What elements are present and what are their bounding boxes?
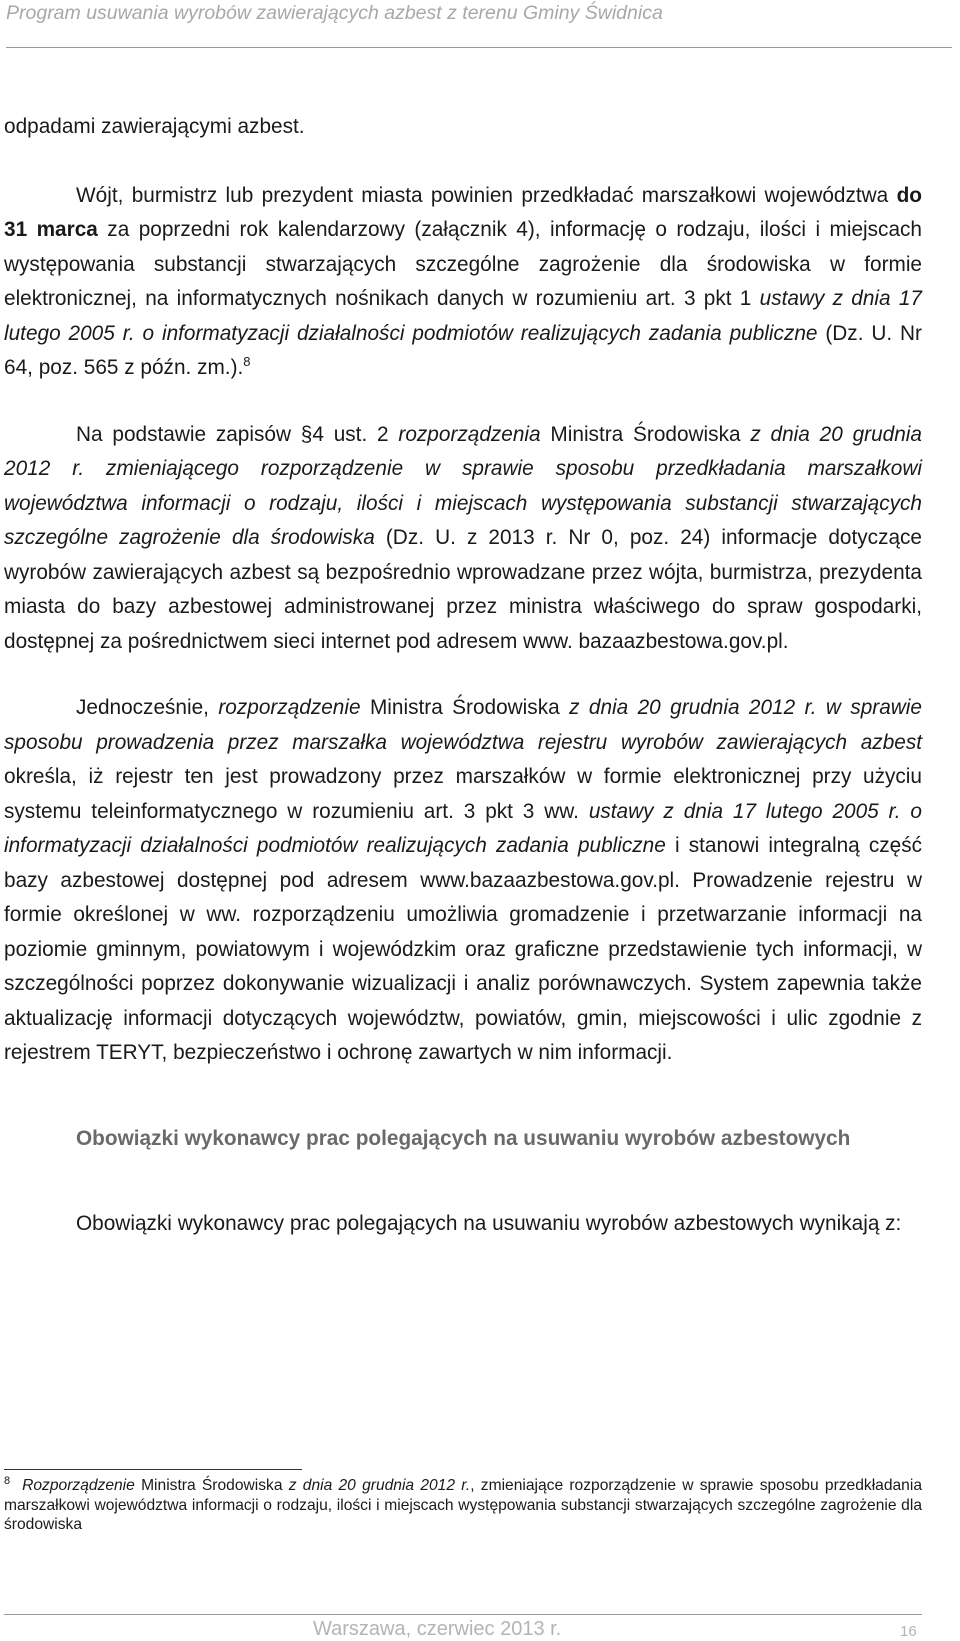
- document-body: [4, 110, 922, 1242]
- footer-place-date: Warszawa, czerwiec 2013 r.: [313, 1618, 562, 1640]
- footnote: $^8$ Rozporządzenie Ministra Środowiska z dnia 20 grudnia 2012 r., zmieniające rozporządzenie w sprawie sposobu przedkładania marszałkowi województwa informacji o rodzaju, ilości i miejscach występowania substancji stwarzających szczególne zagrożenie dla środowiska: [4, 1474, 922, 1533]
- footnote-reference: 8: [243, 354, 251, 370]
- paragraph-continuation: odpadami zawierającymi azbest.: [4, 115, 305, 138]
- footer-divider: [4, 1614, 922, 1615]
- paragraph-regulation-basis: Na podstawie zapisów §4 ust. 2 rozporządzenia Ministra Środowiska z dnia 20 grudnia 2012 r. zmieniającego rozporządzenie w sprawie sposobu przedkładania marszałkowi województwa informacji o rodzaju, ilości i miejscach występowania substancji stwarzających szczególne zagrożenie dla środowiska (Dz. U. z 2013 r. Nr 0, poz. 24) informacje dotyczące wyrobów zawierających azbest są bezpośrednio wprowadzane przez wójta, burmistrza, prezydenta miasta do bazy azbestowej administrowanej przez ministra właściwego do spraw gospodarki, dostępnej za pośrednictwem sieci internet pod adresem www. bazaazbestowa.gov.pl.: [4, 422, 922, 653]
- regulation-title: z dnia 20 grudnia 2012 r. w sprawie sposobu prowadzenia przez marszałka województwa rejestru wyrobów zawierających azbest: [4, 696, 922, 754]
- regulation-title: z dnia 20 grudnia 2012 r. zmieniającego rozporządzenie w sprawie sposobu przedkładania marszałkowi województwa informacji o rodzaju, ilości i miejscach występowania substancji stwarzających szczególne zagrożenie dla środowiska: [4, 422, 922, 549]
- paragraph-contractor-duties: Obowiązki wykonawcy prac polegających na usuwaniu wyrobów azbestowych wynikają z:: [76, 1212, 902, 1235]
- paragraph-reporting-duty: Wójt, burmistrz lub prezydent miasta powinien przedkładać marszałkowi województwa do 31 marca za poprzedni rok kalendarzowy (załącznik 4), informację o rodzaju, ilości i miejscach występowania substancji stwarzających szczególne zagrożenie dla środowiska w formie elektronicznej, na informatycznych nośnikach danych w rozumieniu art. 3 pkt 1 ustawy z dnia 17 lutego 2005 r. o informatyzacji działalności podmiotów realizujących zadania publiczne (Dz. U. Nr 64, poz. 565 z późn. zm.).$^8$: [4, 183, 922, 379]
- deadline-emphasis: do 31 marca: [4, 183, 922, 241]
- header-title: Program usuwania wyrobów zawierających azbest z terenu Gminy Świdnica: [6, 2, 663, 24]
- page-header: [6, 0, 952, 48]
- footnote-divider: [4, 1469, 302, 1470]
- section-heading: Obowiązki wykonawcy prac polegających na usuwaniu wyrobów azbestowych: [76, 1126, 851, 1150]
- act-title: ustawy z dnia 17 lutego 2005 r. o informatyzacji działalności podmiotów realizujących zadania publiczne: [4, 287, 922, 345]
- page-number: 16: [900, 1623, 917, 1640]
- footnote-number: 8: [4, 1474, 11, 1487]
- act-title: ustawy z dnia 17 lutego 2005 r. o informatyzacji działalności podmiotów realizujących zadania publiczne: [4, 799, 922, 857]
- paragraph-register: Jednocześnie, rozporządzenie Ministra Środowiska z dnia 20 grudnia 2012 r. w sprawie sposobu prowadzenia przez marszałka województwa rejestru wyrobów zawierających azbest określa, iż rejestr ten jest prowadzony przez marszałków w formie elektronicznej przy użyciu systemu teleinformatycznego w rozumieniu art. 3 pkt 3 ww. ustawy z dnia 17 lutego 2005 r. o informatyzacji działalności podmiotów realizujących zadania publiczne i stanowi integralną część bazy azbestowej dostępnej pod adresem www.bazaazbestowa.gov.pl. Prowadzenie rejestru w formie określonej w ww. rozporządzeniu umożliwia gromadzenie i przetwarzanie informacji na poziomie gminnym, powiatowym i wojewódzkim oraz graficzne przedstawienie tych informacji, w szczególności poprzez dokonywanie wizualizacji i analiz porównawczych. System zapewnia także aktualizację informacji dotyczących województw, powiatów, gmin, miejscowości i ulic zgodnie z rejestrem TERYT, bezpieczeństwo i ochronę zawartych w nim informacji.: [4, 696, 923, 1064]
